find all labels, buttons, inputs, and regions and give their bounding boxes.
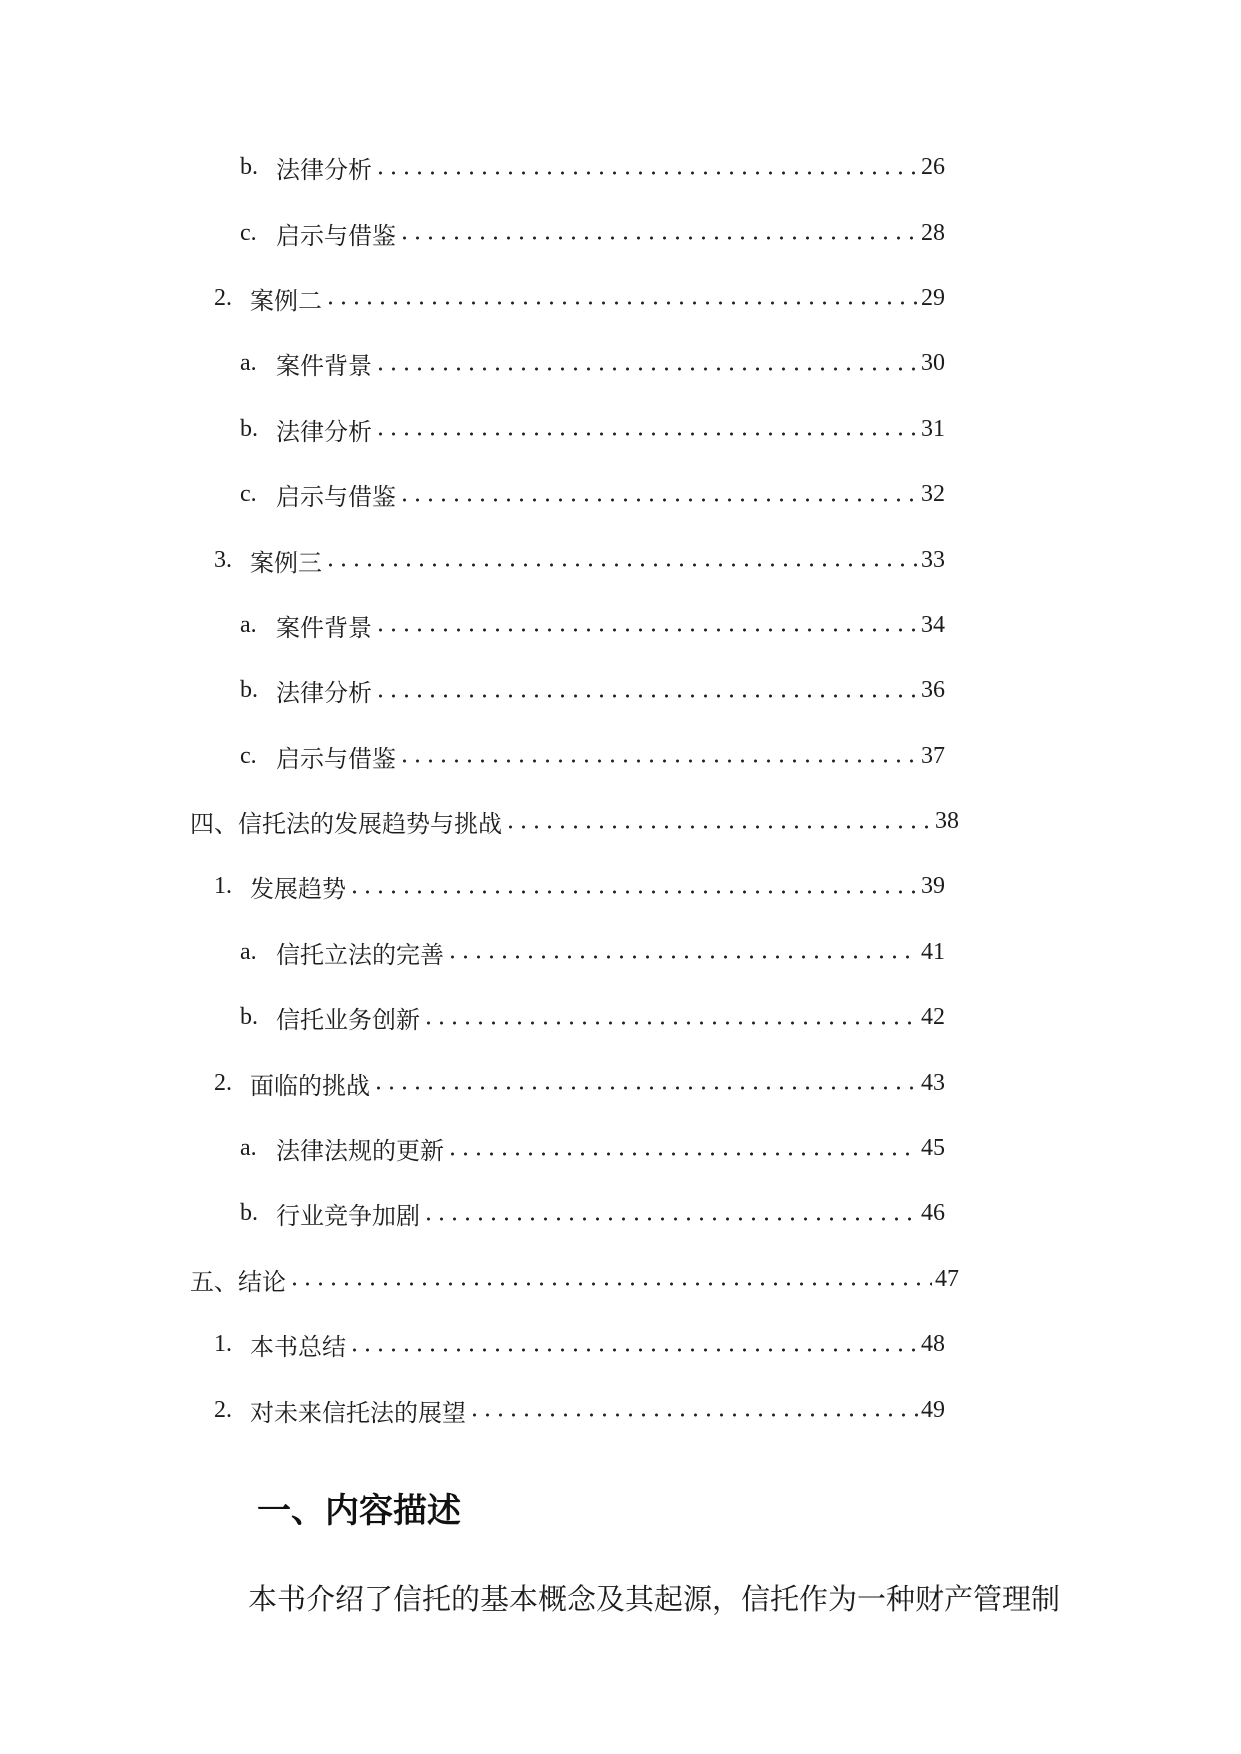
toc-entry-page-number: 49 <box>921 1396 945 1423</box>
toc-entry <box>0 593 1241 658</box>
toc-entry-title: 案件背景 <box>276 354 372 381</box>
dot-leader <box>372 1074 918 1090</box>
toc-entry-title: 发展趋势 <box>250 877 346 904</box>
toc-entry-page-number: 47 <box>935 1265 959 1292</box>
toc-entry-page-number: 48 <box>921 1331 945 1358</box>
toc-entry-title: 信托法的发展趋势与挑战 <box>238 812 502 839</box>
toc-entry-marker: 2. <box>214 1069 232 1096</box>
dot-leader <box>446 943 918 959</box>
toc-entry <box>0 527 1241 592</box>
toc-entry-marker: b. <box>240 677 258 704</box>
dot-leader <box>422 1205 918 1221</box>
section-heading: 一、内容描述 <box>257 1491 461 1531</box>
toc-entry-page-number: 32 <box>921 481 945 508</box>
toc-entry-marker: a. <box>240 611 257 638</box>
toc-entry-marker: a. <box>240 938 257 965</box>
dot-leader <box>422 1009 918 1025</box>
toc-entry-page-number: 42 <box>921 1004 945 1031</box>
toc-entry <box>0 200 1241 265</box>
toc-entry-marker: a. <box>240 350 257 377</box>
toc-entry-marker: 2. <box>214 284 232 311</box>
toc-entry-page-number: 30 <box>921 350 945 377</box>
toc-entry-title: 对未来信托法的展望 <box>250 1400 466 1427</box>
toc-entry <box>0 920 1241 985</box>
toc-entry-marker: a. <box>240 1135 257 1162</box>
toc-entry-marker: b. <box>240 415 258 442</box>
toc-entry-page-number: 45 <box>921 1135 945 1162</box>
dot-leader <box>374 420 918 436</box>
toc-entry-page-number: 28 <box>921 219 945 246</box>
dot-leader <box>468 1401 918 1417</box>
dot-leader <box>348 1336 918 1352</box>
toc-entry <box>0 1050 1241 1115</box>
toc-entry-title: 案件背景 <box>276 615 372 642</box>
toc-entry-page-number: 26 <box>921 154 945 181</box>
dot-leader <box>398 224 918 240</box>
toc-entry <box>0 658 1241 723</box>
toc-entry-page-number: 29 <box>921 284 945 311</box>
toc-entry <box>0 1377 1241 1442</box>
toc-entry-page-number: 41 <box>921 938 945 965</box>
toc-entry-title: 启示与借鉴 <box>276 223 396 250</box>
toc-entry-title: 法律法规的更新 <box>276 1139 444 1166</box>
toc-entry-marker: b. <box>240 1200 258 1227</box>
dot-leader <box>374 682 918 698</box>
toc-entry-marker: 四、 <box>190 812 238 839</box>
section-body-paragraph: 本书介绍了信托的基本概念及其起源，信托作为一种财产管理制 <box>248 1584 1061 1616</box>
toc-chapter-entry <box>0 789 1241 854</box>
toc-entry-title: 案例二 <box>250 288 322 315</box>
toc-entry-title: 启示与借鉴 <box>276 746 396 773</box>
dot-leader <box>348 878 918 894</box>
toc-entry <box>0 135 1241 200</box>
toc-entry-page-number: 43 <box>921 1069 945 1096</box>
toc-entry-page-number: 46 <box>921 1200 945 1227</box>
toc-entry-page-number: 34 <box>921 611 945 638</box>
toc-entry-marker: 2. <box>214 1396 232 1423</box>
toc-entry-page-number: 38 <box>935 808 959 835</box>
toc-entry-page-number: 33 <box>921 546 945 573</box>
toc-entry <box>0 724 1241 789</box>
toc-entry <box>0 1181 1241 1246</box>
toc-entry-marker: 1. <box>214 1331 232 1358</box>
toc-entry <box>0 985 1241 1050</box>
toc-entry-page-number: 36 <box>921 677 945 704</box>
toc-chapter-entry <box>0 1247 1241 1312</box>
toc-entry <box>0 331 1241 396</box>
toc-entry-marker: 五、 <box>190 1269 238 1296</box>
dot-leader <box>398 486 918 502</box>
dot-leader <box>446 1140 918 1156</box>
toc-entry-title: 法律分析 <box>276 681 372 708</box>
toc-entry-title: 信托立法的完善 <box>276 942 444 969</box>
toc-entry <box>0 462 1241 527</box>
dot-leader <box>374 355 918 371</box>
toc-entry-marker: c. <box>240 742 257 769</box>
toc-entry-marker: b. <box>240 154 258 181</box>
toc-entry-page-number: 31 <box>921 415 945 442</box>
toc-entry-marker: c. <box>240 219 257 246</box>
toc-entry <box>0 397 1241 462</box>
toc-entry <box>0 1312 1241 1377</box>
dot-leader <box>288 1270 932 1286</box>
toc-entry-page-number: 39 <box>921 873 945 900</box>
toc-entry-marker: 3. <box>214 546 232 573</box>
toc-entry-marker: c. <box>240 481 257 508</box>
toc-entry-title: 法律分析 <box>276 419 372 446</box>
toc-entry-title: 启示与借鉴 <box>276 485 396 512</box>
toc-entry <box>0 854 1241 919</box>
dot-leader <box>324 289 918 305</box>
toc-entry <box>0 1116 1241 1181</box>
dot-leader <box>324 551 918 567</box>
toc-entry-title: 信托业务创新 <box>276 1008 420 1035</box>
toc-entry-title: 行业竞争加剧 <box>276 1204 420 1231</box>
dot-leader <box>398 747 918 763</box>
toc-entry-title: 本书总结 <box>250 1335 346 1362</box>
dot-leader <box>374 616 918 632</box>
toc-entry-page-number: 37 <box>921 742 945 769</box>
toc-entry <box>0 266 1241 331</box>
toc-entry-marker: 1. <box>214 873 232 900</box>
toc-entry-title: 结论 <box>238 1269 286 1296</box>
table-of-contents <box>0 135 1241 1443</box>
toc-entry-marker: b. <box>240 1004 258 1031</box>
toc-entry-title: 案例三 <box>250 550 322 577</box>
dot-leader <box>504 813 932 829</box>
dot-leader <box>374 159 918 175</box>
toc-entry-title: 面临的挑战 <box>250 1073 370 1100</box>
toc-entry-title: 法律分析 <box>276 158 372 185</box>
